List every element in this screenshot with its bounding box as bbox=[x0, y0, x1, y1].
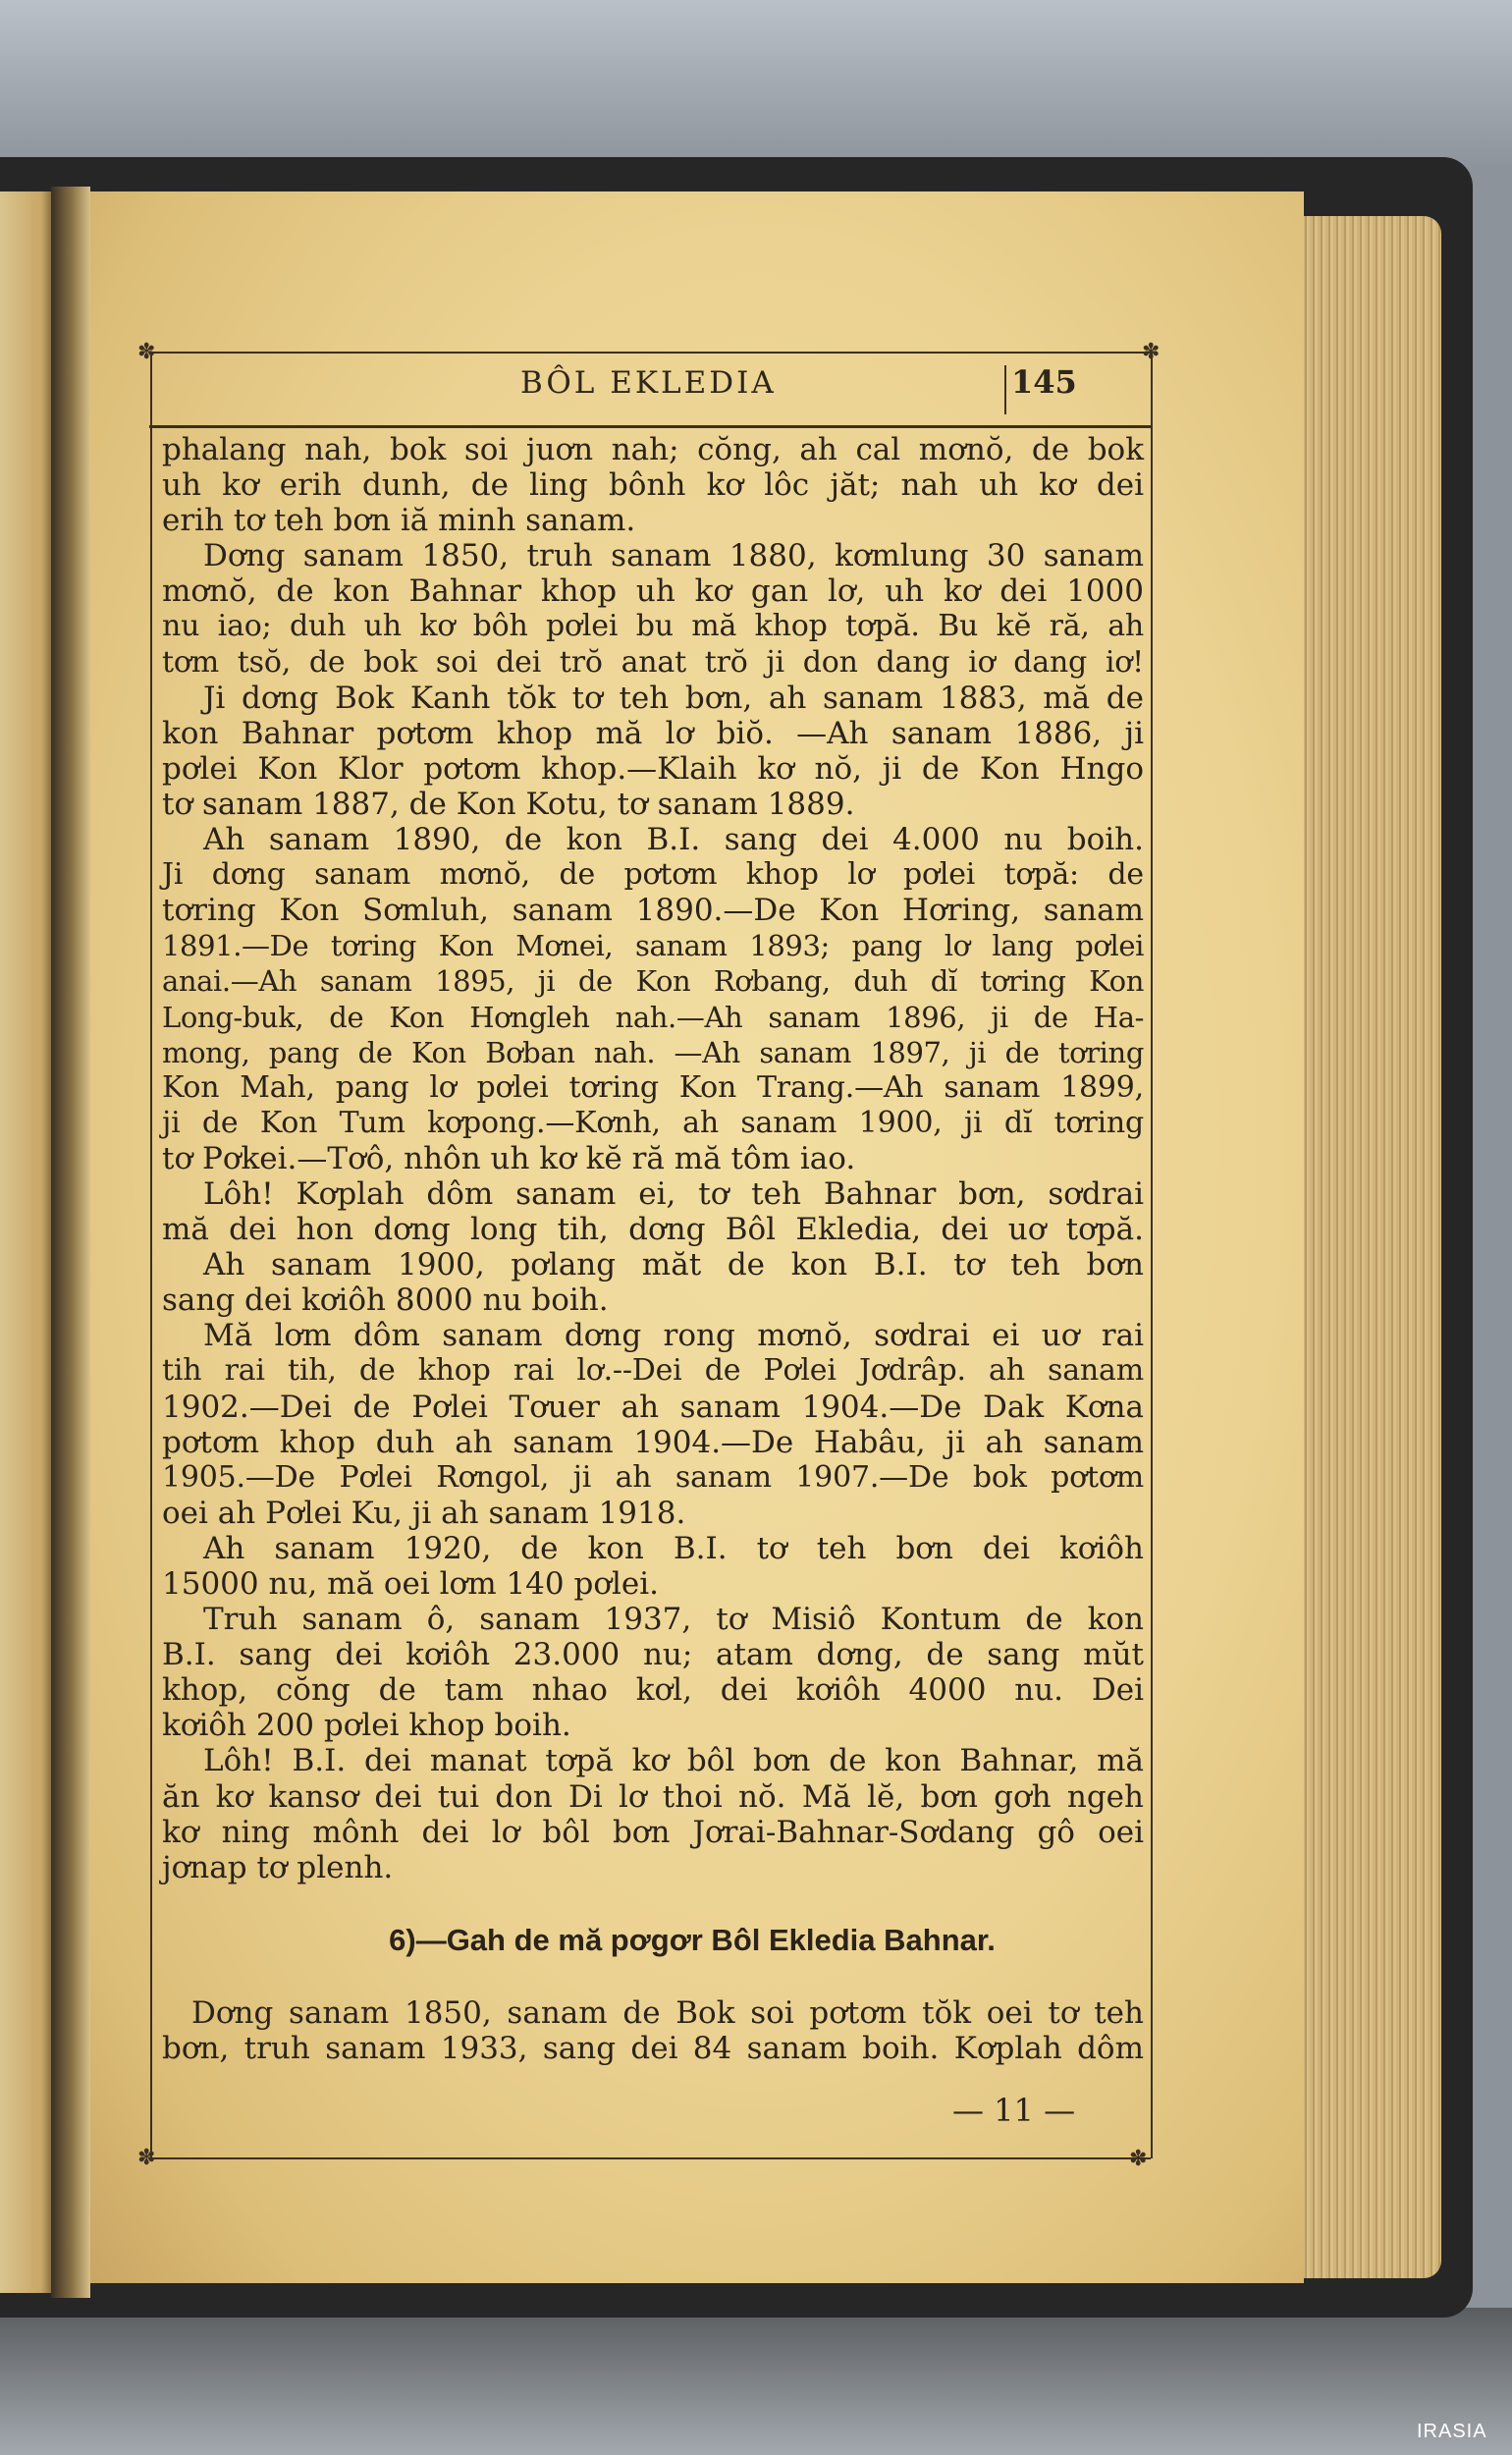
text-line: nu iao; duh uh kơ bôh pơlei bu mă khop tơpă. Bu kĕ ră, ah bbox=[162, 609, 1144, 644]
text-line: Lôh! B.I. dei manat tơpă kơ bôl bơn de kon Bahnar, mă bbox=[203, 1743, 1144, 1779]
background-bottom bbox=[0, 2308, 1512, 2455]
folio-signature: — 11 — bbox=[952, 2092, 1076, 2129]
text-line: kơiôh 200 pơlei khop boih. bbox=[162, 1708, 571, 1744]
text-line: Lôh! Kơplah dôm sanam ei, tơ teh Bahnar bơn, sơdrai bbox=[203, 1175, 1144, 1212]
text-line: 1891.—De tơring Kon Mơnei, sanam 1893; pang lơ lang pơlei bbox=[162, 929, 1144, 963]
background-top bbox=[0, 0, 1512, 167]
book-gutter bbox=[51, 187, 90, 2298]
text-line: kơ ning mônh dei lơ bôl bơn Jơrai-Bahnar-Sơdang gô oei bbox=[162, 1814, 1144, 1850]
spacer bbox=[162, 1885, 1144, 1923]
text-line: erih tơ teh bơn iă minh sanam. bbox=[162, 503, 636, 539]
text-line: 1902.—Dei de Pơlei Tơuer ah sanam 1904.—De Dak Kơna bbox=[162, 1389, 1144, 1425]
header-rule bbox=[149, 425, 1151, 428]
text-line: Mă lơm dôm sanam dơng rong mơnŏ, sơdrai ei uơ rai bbox=[203, 1318, 1144, 1354]
text-line: ăn kơ kansơ dei tui don Di lơ thoi nŏ. Mă lĕ, bơn gơh ngeh bbox=[162, 1778, 1144, 1815]
text-line: Ji dơng sanam mơnŏ, de pơtơm khop lơ pơlei tơpă: de bbox=[162, 857, 1144, 893]
text-line: tih rai tih, de khop rai lơ.--Dei de Pơlei Jơdrâp. ah sanam bbox=[162, 1353, 1144, 1389]
text-line: sang dei kơiôh 8000 nu boih. bbox=[162, 1282, 609, 1319]
body-text bbox=[162, 432, 1144, 2066]
page-number: 145 bbox=[1011, 363, 1077, 401]
text-line: tơ sanam 1887, de Kon Kotu, tơ sanam 1889. bbox=[162, 786, 855, 822]
right-frame-rule bbox=[1151, 352, 1153, 2158]
text-line: tơm tsŏ, de bok soi dei trŏ anat trŏ ji don dang iơ dang iơ! bbox=[162, 644, 1144, 680]
page-stack-edge bbox=[1294, 216, 1441, 2278]
text-line: kon Bahnar pơtơm khop mă lơ biŏ. —Ah sanam 1886, ji bbox=[162, 715, 1144, 751]
text-line: Truh sanam ô, sanam 1937, tơ Misiô Kontum de kon bbox=[203, 1602, 1144, 1638]
corner-ornament-icon: ✽ bbox=[137, 2146, 156, 2170]
text-line: mong, pang de Kon Bơban nah. —Ah sanam 1897, ji de tơring bbox=[162, 1035, 1144, 1069]
text-line: anai.—Ah sanam 1895, ji de Kon Rơbang, duh dĭ tơring Kon bbox=[162, 964, 1144, 999]
watermark: IRASIA bbox=[1417, 2421, 1487, 2442]
corner-ornament-icon: ✽ bbox=[1142, 340, 1161, 364]
section-heading: 6)—Gah de mă pơgơr Bôl Ekledia Bahnar. bbox=[389, 1922, 996, 1957]
text-line: Ah sanam 1920, de kon B.I. tơ teh bơn dei kơiôh bbox=[203, 1530, 1144, 1566]
top-rule bbox=[149, 352, 1151, 354]
bottom-rule bbox=[149, 2157, 1151, 2159]
text-line: uh kơ erih dunh, de ling bônh kơ lôc jăt; nah uh kơ dei bbox=[162, 467, 1144, 504]
text-line: Kon Mah, pang lơ pơlei tơring Kon Trang.—Ah sanam 1899, bbox=[162, 1069, 1144, 1105]
text-line: oei ah Pơlei Ku, ji ah sanam 1918. bbox=[162, 1495, 686, 1531]
text-line: Ah sanam 1890, de kon B.I. sang dei 4.000 nu boih. bbox=[203, 822, 1144, 858]
text-line: tơring Kon Sơmluh, sanam 1890.—De Kon Hơring, sanam bbox=[162, 893, 1144, 929]
text-line: Ji dơng Bok Kanh tŏk tơ teh bơn, ah sanam 1883, mă de bbox=[203, 680, 1144, 716]
text-line: mă dei hon dơng long tih, dơng Bôl Ekledia, dei uơ tơpă. bbox=[162, 1212, 1144, 1248]
left-frame-rule bbox=[150, 352, 152, 2158]
text-line: 1905.—De Pơlei Rơngol, ji ah sanam 1907.—De bok pơtơm bbox=[162, 1459, 1144, 1495]
page-number-divider bbox=[1004, 365, 1006, 414]
running-header-title: BÔL EKLEDIA bbox=[520, 365, 777, 401]
text-line: 15000 nu, mă oei lơm 140 pơlei. bbox=[162, 1566, 660, 1602]
spacer bbox=[162, 1958, 1144, 1995]
text-line: bơn, truh sanam 1933, sang dei 84 sanam boih. Kơplah dôm bbox=[162, 2031, 1144, 2067]
left-page-edge bbox=[0, 191, 59, 2293]
text-line: Dơng sanam 1850, sanam de Bok soi pơtơm tŏk oei tơ teh bbox=[191, 1994, 1144, 2031]
text-line: ji de Kon Tum kơpong.—Kơnh, ah sanam 1900, ji dĭ tơring bbox=[162, 1105, 1144, 1140]
text-line: phalang nah, bok soi juơn nah; cŏng, ah cal mơnŏ, de bok bbox=[162, 432, 1144, 467]
corner-ornament-icon: ✽ bbox=[1129, 2147, 1148, 2171]
text-line: Ah sanam 1900, pơlang măt de kon B.I. tơ teh bơn bbox=[203, 1247, 1144, 1283]
text-line: jơnap tơ plenh. bbox=[162, 1849, 394, 1885]
text-line: khop, cŏng de tam nhao kơl, dei kơiôh 4000 nu. Dei bbox=[162, 1672, 1144, 1709]
text-line: tơ Pơkei.—Tơô, nhôn uh kơ kĕ ră mă tôm iao. bbox=[162, 1140, 856, 1176]
text-line: Dơng sanam 1850, truh sanam 1880, kơmlung 30 sanam bbox=[203, 538, 1144, 574]
text-line: pơlei Kon Klor pơtơm khop.—Klaih kơ nŏ, ji de Kon Hngo bbox=[162, 750, 1144, 787]
text-line: Long-buk, de Kon Hơngleh nah.—Ah sanam 1896, ji de Ha- bbox=[162, 1000, 1144, 1034]
text-line: B.I. sang dei kơiôh 23.000 nu; atam dơng, de sang mŭt bbox=[162, 1637, 1144, 1673]
text-line: mơnŏ, de kon Bahnar khop uh kơ gan lơ, uh kơ dei 1000 bbox=[162, 573, 1144, 610]
text-line: pơtơm khop duh ah sanam 1904.—De Habâu, ji ah sanam bbox=[162, 1424, 1144, 1460]
corner-ornament-icon: ✽ bbox=[137, 340, 156, 364]
